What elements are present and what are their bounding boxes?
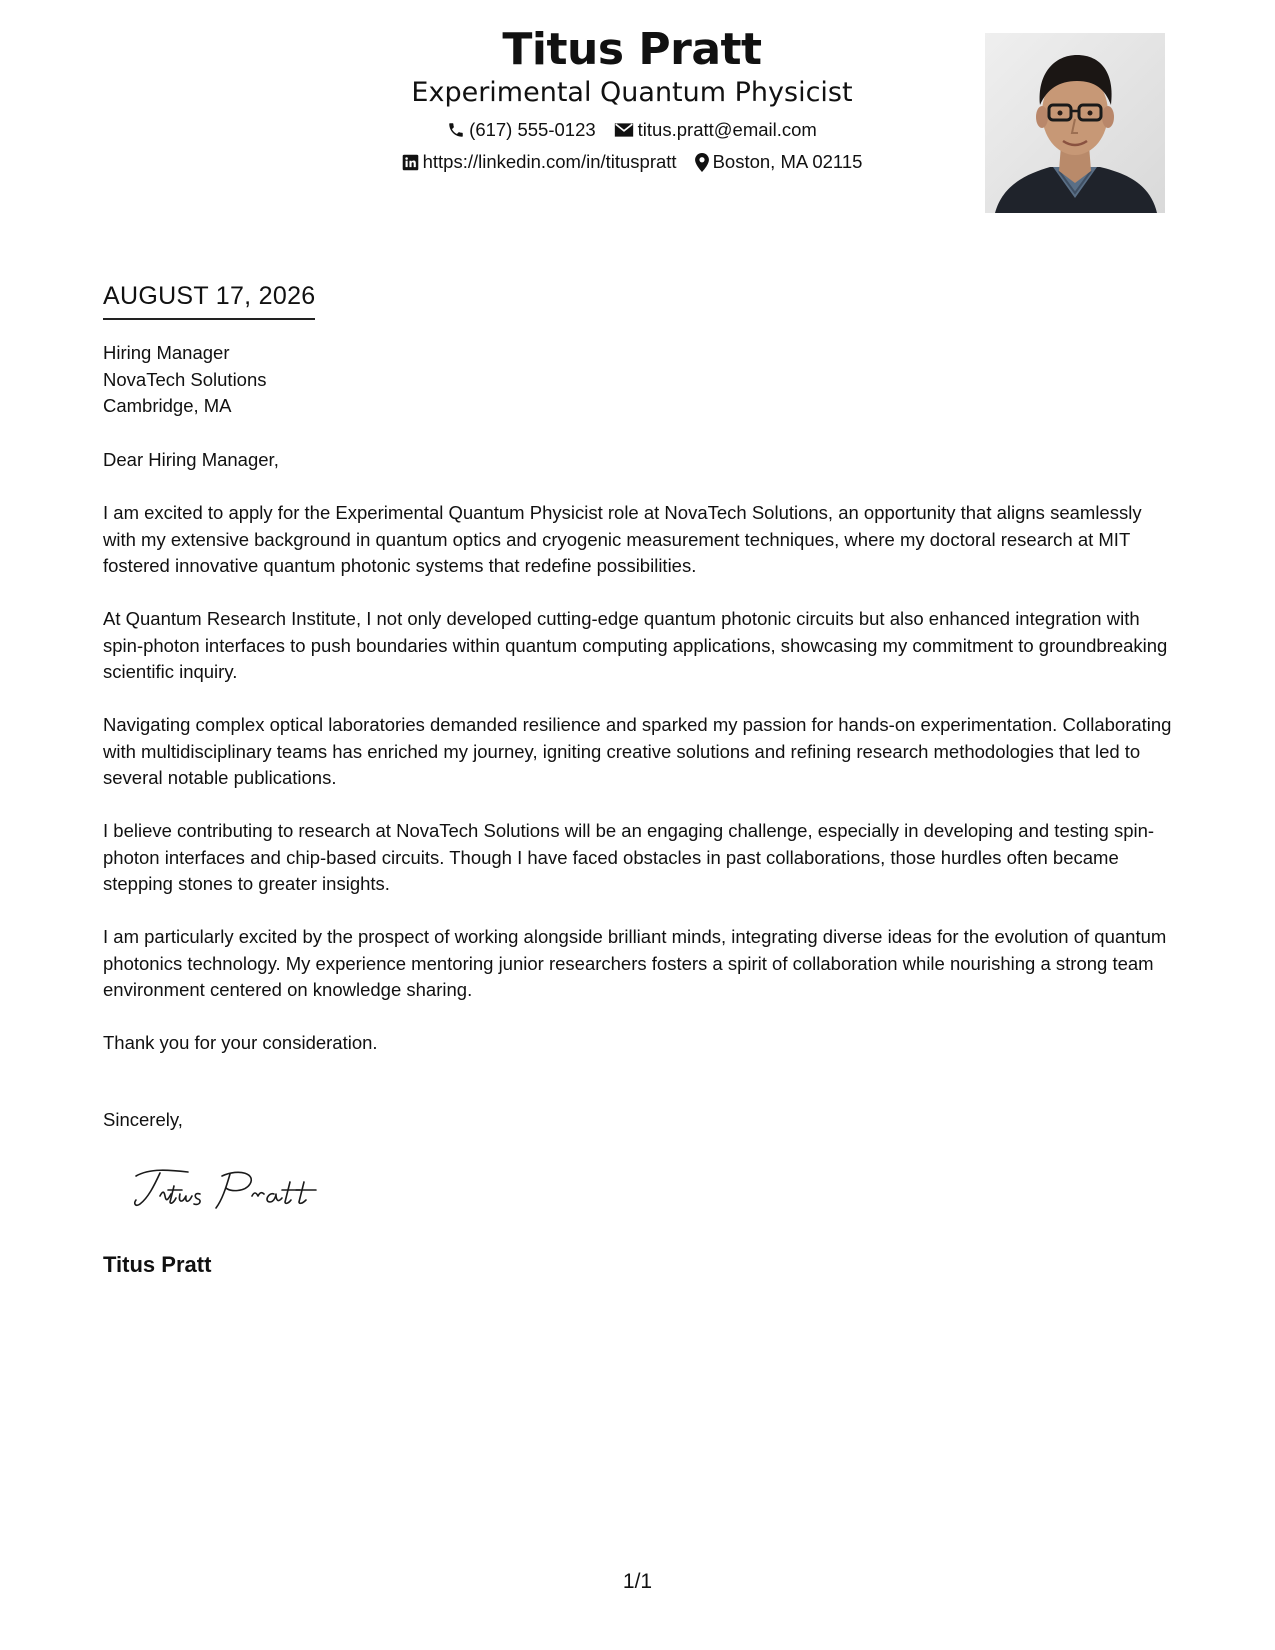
applicant-title: Experimental Quantum Physicist (411, 77, 853, 108)
map-pin-icon (695, 153, 709, 172)
recipient-location: Cambridge, MA (103, 395, 232, 416)
recipient-company: NovaTech Solutions (103, 368, 267, 390)
recipient-name: Hiring Manager (103, 342, 230, 363)
contact-linkedin[interactable] (402, 148, 677, 176)
body-paragraph: I believe contributing to research at NovaTech Solutions will be an engaging challenge, especially in developing and testing spin-photon interfaces and chip-based circuits. Though I have faced obstacles in past collaborations, those hurdles often became stepping stones to greater insights. (103, 820, 1155, 894)
page-number: 1/1 (622, 1570, 653, 1593)
body-paragraph: At Quantum Research Institute, I not only developed cutting-edge quantum photonic circuits but also enhanced integration with spin-photon interfaces to push boundaries within quantum computing applications, showcasing my commitment to groundbreaking scientific inquiry. (103, 608, 1168, 682)
linkedin-icon (402, 154, 419, 171)
location-text: Boston, MA 02115 (712, 151, 863, 172)
contact-email[interactable] (614, 116, 817, 144)
phone-icon (447, 121, 465, 139)
letter-date: AUGUST 17, 2026 (103, 280, 315, 320)
thanks-line: Thank you for your consideration. (103, 1032, 378, 1053)
profile-photo (985, 33, 1165, 213)
closing-line: Sincerely, (103, 1109, 183, 1130)
recipient-block (103, 340, 267, 420)
phone-text: (617) 555-0123 (469, 119, 596, 140)
contact-phone[interactable] (447, 116, 596, 144)
signer-name: Titus Pratt (103, 1252, 212, 1277)
email-text: titus.pratt@email.com (637, 119, 817, 140)
applicant-name: Titus Pratt (502, 24, 762, 75)
handwritten-signature (130, 1162, 340, 1218)
envelope-icon (614, 122, 634, 138)
salutation: Dear Hiring Manager, (103, 449, 279, 470)
body-paragraph: I am excited to apply for the Experimental Quantum Physicist role at NovaTech Solutions, an opportunity that aligns seamlessly with my extensive background in quantum optics and cryogenic measurement techniques, where my doctoral research at MIT fostered innovative quantum photonic systems that redefine possibilities. (103, 502, 1142, 576)
contact-location (695, 148, 863, 176)
body-paragraph: I am particularly excited by the prospect of working alongside brilliant minds, integrating diverse ideas for the evolution of quantum photonics technology. My experience mentoring junior researchers fosters a spirit of collaboration while nourishing a strong team environment centered on knowledge sharing. (103, 926, 1167, 1000)
body-paragraph: Navigating complex optical laboratories demanded resilience and sparked my passion for hands-on experimentation. Collaborating with multidisciplinary teams has enriched my journey, igniting creative solutions and refining research methodologies that led to several notable publications. (103, 714, 1172, 788)
letter-body (103, 447, 1178, 1083)
linkedin-text: https://linkedin.com/in/tituspratt (422, 151, 677, 172)
